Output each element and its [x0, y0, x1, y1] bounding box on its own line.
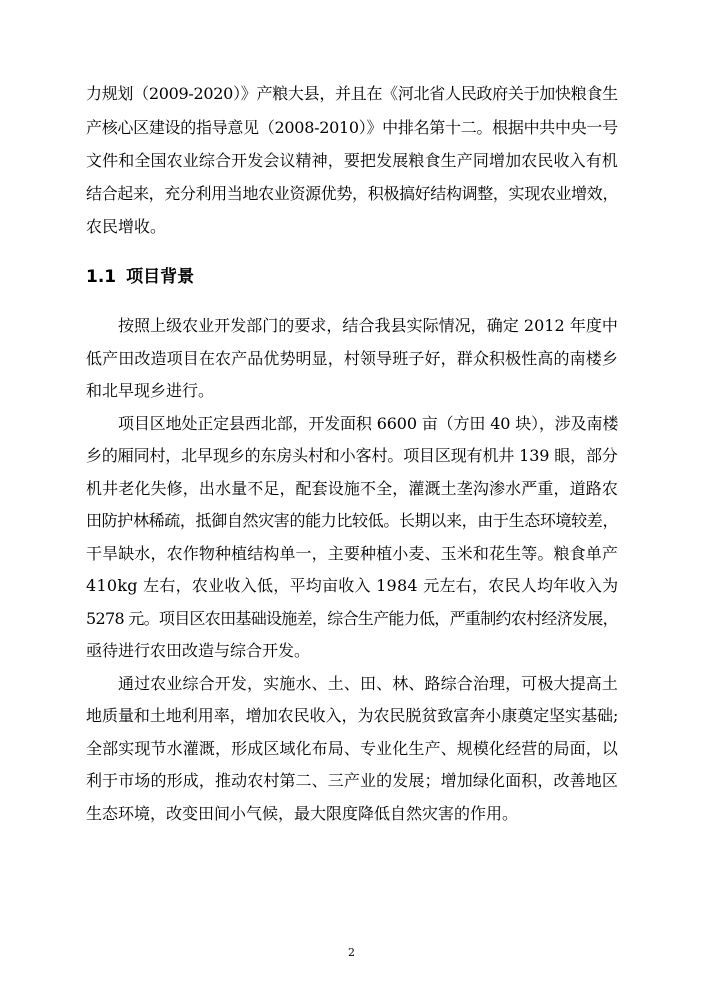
intro-line-2: 产核心区建设的指导意见（2008-2010）》中排名第十二。根据中共中央一号 — [86, 118, 618, 137]
intro-line-1: 力规划（2009-2020）》产粮大县，并且在《河北省人民政府关于加快粮食生 — [86, 84, 618, 103]
page-number: 2 — [348, 946, 355, 959]
p1-line-2: 低产田改造项目在农产品优势明显，村领导班子好，群众积极性高的南楼乡 — [86, 349, 618, 368]
p2-line-8: 亟待进行农田改造与综合开发。 — [86, 641, 311, 660]
p2-line-3: 机井老化失修，出水量不足，配套设施不全，灌溉土垄沟渗水严重，道路农 — [86, 479, 618, 498]
section-title: 项目背景 — [126, 267, 195, 287]
p2-line-5: 干旱缺水，农作物种植结构单一，主要种植小麦、玉米和花生等。粮食单产 — [86, 544, 618, 563]
intro-line-4: 结合起来，充分利用当地农业资源优势，积极搞好结构调整，实现农业增效， — [86, 184, 619, 203]
p2-line-7: 5278 元。项目区农田基础设施差，综合生产能力低，严重制约农村经济发展， — [86, 609, 618, 628]
p3-line-3: 全部实现节水灌溉，形成区域化布局、专业化生产、规模化经营的局面，以 — [86, 739, 618, 758]
section-heading — [86, 262, 194, 287]
section-number: 1.1 — [86, 267, 117, 287]
p2-line-4: 田防护林稀疏，抵御自然灾害的能力比较低。长期以来，由于生态环境较差， — [86, 511, 619, 530]
p1-line-1: 按照上级农业开发部门的要求，结合我县实际情况，确定 2012 年度中 — [118, 316, 618, 335]
p2-line-2: 乡的厢同村，北早现乡的东房头村和小客村。项目区现有机井 139 眼，部分 — [86, 446, 618, 465]
p3-line-4: 利于市场的形成，推动农村第二、三产业的发展；增加绿化面积，改善地区 — [86, 771, 618, 790]
p2-line-6: 410kg 左右，农业收入低，平均亩收入 1984 元左右，农民人均年收入为 — [86, 576, 619, 595]
p1-line-3: 和北早现乡进行。 — [86, 381, 215, 400]
p3-line-5: 生态环境，改变田间小气候，最大限度降低自然灾害的作用。 — [86, 804, 519, 823]
p3-line-1: 通过农业综合开发，实施水、土、田、林、路综合治理，可极大提高土 — [118, 674, 619, 693]
intro-line-3: 文件和全国农业综合开发会议精神，要把发展粮食生产同增加农民收入有机 — [86, 151, 618, 170]
p3-line-2: 地质量和土地利用率，增加农民收入，为农民脱贫致富奔小康奠定坚实基础; — [86, 706, 619, 725]
p2-line-1: 项目区地处正定县西北部，开发面积 6600 亩（方田 40 块），涉及南楼 — [118, 414, 619, 433]
intro-line-5: 农民增收。 — [86, 217, 167, 236]
